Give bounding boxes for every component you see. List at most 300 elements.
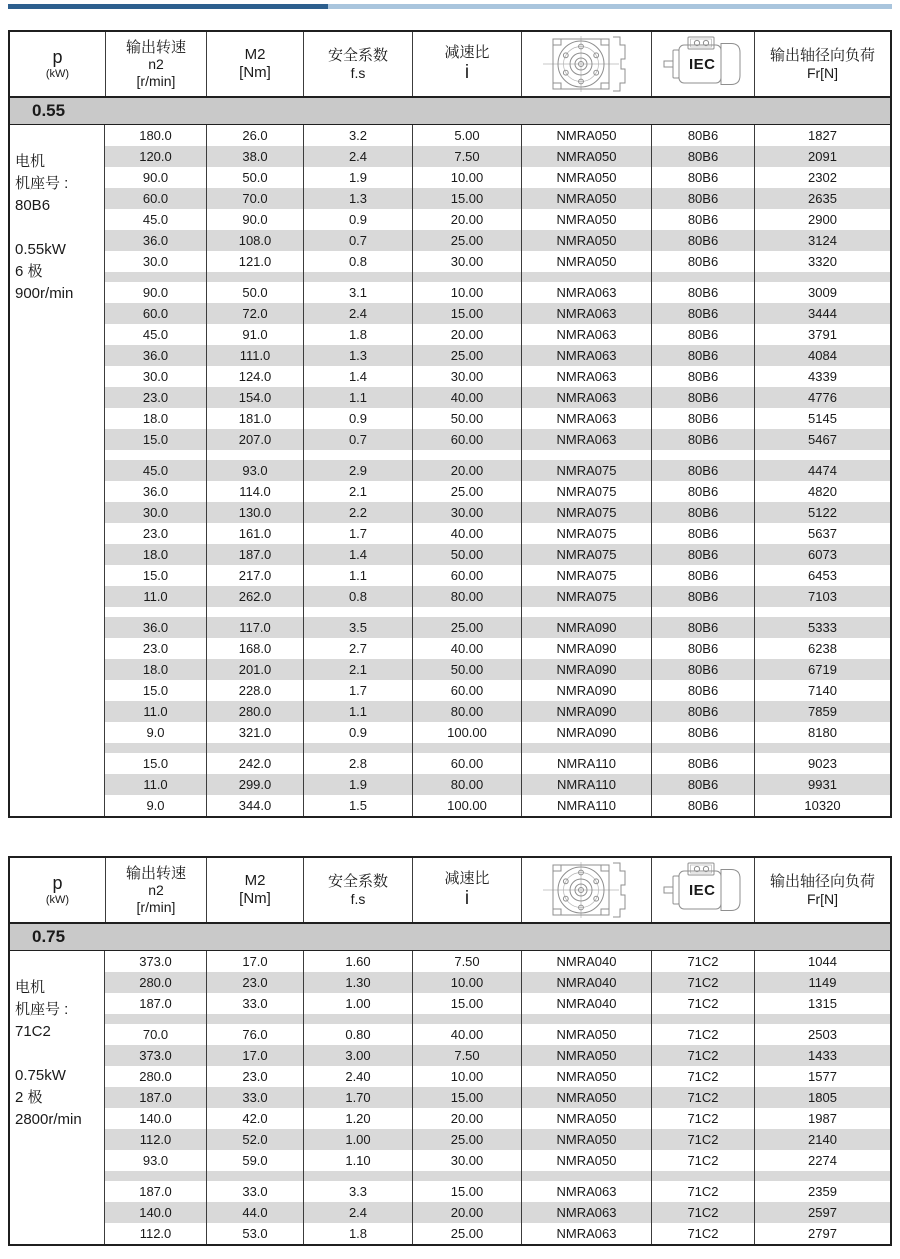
header-output-speed-symbol: n2 (148, 56, 164, 73)
cell-fs: 1.4 (303, 544, 412, 565)
cell-iec-frame: 80B6 (651, 460, 754, 481)
cell-i: 5.00 (412, 125, 521, 146)
cell-m2: 33.0 (206, 993, 303, 1014)
separator-cell (206, 1014, 303, 1024)
cell-i: 50.00 (412, 544, 521, 565)
cell-fr: 4339 (754, 366, 890, 387)
table-row (105, 523, 890, 544)
cell-fs: 1.9 (303, 167, 412, 188)
cell-m2: 154.0 (206, 387, 303, 408)
separator-cell (412, 272, 521, 282)
cell-i: 30.00 (412, 502, 521, 523)
cell-model: NMRA050 (521, 188, 651, 209)
cell-model: NMRA090 (521, 680, 651, 701)
cell-fr: 10320 (754, 795, 890, 816)
cell-fs: 3.5 (303, 617, 412, 638)
table-row (105, 345, 890, 366)
table-row (105, 1202, 890, 1223)
cell-n2: 112.0 (139, 1132, 172, 1147)
power-section-band (10, 98, 890, 125)
cell-fs: 2.4 (303, 1202, 412, 1223)
cell-fr: 5637 (754, 523, 890, 544)
header-gearbox-column (521, 32, 651, 96)
cell-fr: 3791 (754, 324, 890, 345)
cell-m2: 130.0 (206, 502, 303, 523)
cell-model: NMRA075 (521, 523, 651, 544)
spec-table-0.75 (8, 856, 892, 1246)
cell-fs: 1.1 (303, 565, 412, 586)
table-row (105, 617, 890, 638)
separator-cell (754, 450, 890, 460)
cell-model: NMRA110 (521, 795, 651, 816)
cell-model: NMRA110 (521, 774, 651, 795)
cell-i: 100.00 (412, 722, 521, 743)
cell-iec-frame: 80B6 (651, 659, 754, 680)
separator-cell (521, 607, 651, 617)
separator-cell (754, 607, 890, 617)
power-section-label: 0.55 (32, 101, 66, 120)
cell-iec-frame: 80B6 (651, 795, 754, 816)
cell-model: NMRA063 (521, 429, 651, 450)
motor-info-line (15, 217, 104, 239)
cell-n2: 15.0 (142, 683, 169, 698)
cell-model: NMRA050 (521, 230, 651, 251)
separator-cell (206, 743, 303, 753)
table-row (105, 774, 890, 795)
cell-iec-frame: 80B6 (651, 617, 754, 638)
motor-info-line: 6 极 (15, 263, 43, 280)
cell-iec-frame: 80B6 (651, 753, 754, 774)
group-separator (105, 1014, 890, 1024)
separator-cell (303, 607, 412, 617)
cell-fr: 2597 (754, 1202, 890, 1223)
cell-n2: 45.0 (142, 327, 169, 342)
cell-iec-frame: 80B6 (651, 366, 754, 387)
cell-n2: 45.0 (142, 463, 169, 478)
cell-n2: 280.0 (139, 1069, 172, 1084)
cell-fr: 7859 (754, 701, 890, 722)
cell-iec-frame: 80B6 (651, 251, 754, 272)
cell-fr: 8180 (754, 722, 890, 743)
cell-i: 20.00 (412, 324, 521, 345)
header-output-speed-zh: 输出转速 (125, 864, 186, 882)
cell-n2: 373.0 (139, 954, 172, 969)
header-safety-factor-symbol: f.s (350, 890, 366, 907)
header-radial-load-symbol: Fr[N] (806, 64, 839, 81)
cell-n2: 90.0 (142, 285, 169, 300)
motor-info-line: 80B6 (15, 197, 51, 214)
cell-fs: 3.3 (303, 1181, 412, 1202)
cell-fr: 2503 (754, 1024, 890, 1045)
cell-fr: 2359 (754, 1181, 890, 1202)
separator-cell (521, 1014, 651, 1024)
cell-fs: 1.70 (303, 1087, 412, 1108)
cell-fs: 1.20 (303, 1108, 412, 1129)
cell-fr: 3124 (754, 230, 890, 251)
motor-info-line: 2800r/min (15, 1111, 82, 1128)
cell-fr: 5333 (754, 617, 890, 638)
cell-m2: 168.0 (206, 638, 303, 659)
cell-fs: 1.7 (303, 680, 412, 701)
cell-m2: 280.0 (206, 701, 303, 722)
separator-cell (521, 743, 651, 753)
table-row (105, 408, 890, 429)
cell-i: 10.00 (412, 972, 521, 993)
motor-info-line: 0.55kW (15, 241, 66, 258)
cell-fs: 0.7 (303, 429, 412, 450)
motor-info-line: 0.75kW (15, 1067, 66, 1084)
cell-model: NMRA050 (521, 1024, 651, 1045)
accent-bar-light-segment (328, 4, 892, 9)
table-row (105, 366, 890, 387)
cell-m2: 93.0 (206, 460, 303, 481)
cell-n2: 112.0 (139, 1226, 172, 1241)
motor-info-line: 2 极 (15, 1089, 43, 1106)
separator-cell (412, 1014, 521, 1024)
cell-m2: 42.0 (206, 1108, 303, 1129)
separator-cell (521, 1171, 651, 1181)
header-output-speed (105, 32, 206, 96)
cell-fs: 1.8 (303, 324, 412, 345)
motor-info-cell (10, 125, 105, 816)
cell-iec-frame: 80B6 (651, 638, 754, 659)
cell-model: NMRA075 (521, 586, 651, 607)
cell-iec-frame: 71C2 (651, 1108, 754, 1129)
cell-fs: 2.8 (303, 753, 412, 774)
cell-i: 20.00 (412, 1108, 521, 1129)
cell-m2: 33.0 (206, 1181, 303, 1202)
cell-fr: 1315 (754, 993, 890, 1014)
cell-fs: 1.3 (303, 345, 412, 366)
table-row (105, 972, 890, 993)
cell-m2: 26.0 (206, 125, 303, 146)
cell-fr: 4776 (754, 387, 890, 408)
cell-fr: 3009 (754, 282, 890, 303)
cell-fs: 2.4 (303, 146, 412, 167)
separator-cell (412, 607, 521, 617)
cell-fs: 1.5 (303, 795, 412, 816)
table-body (10, 951, 890, 1244)
table-header-row (10, 858, 890, 924)
cell-i: 100.00 (412, 795, 521, 816)
table-row (105, 951, 890, 972)
cell-i: 25.00 (412, 1223, 521, 1244)
table-row (105, 680, 890, 701)
table-row (105, 1108, 890, 1129)
separator-cell (303, 1171, 412, 1181)
header-ratio-symbol: i (464, 887, 470, 909)
table-row (105, 1150, 890, 1171)
cell-n2: 187.0 (139, 1090, 172, 1105)
header-ratio (412, 32, 521, 96)
table-row (105, 460, 890, 481)
table-row (105, 565, 890, 586)
cell-m2: 33.0 (206, 1087, 303, 1108)
table-rows (105, 951, 890, 1244)
cell-iec-frame: 80B6 (651, 502, 754, 523)
cell-model: NMRA075 (521, 544, 651, 565)
header-iec-motor-column (651, 858, 754, 922)
cell-n2: 36.0 (142, 620, 169, 635)
header-torque-unit: [Nm] (239, 890, 271, 907)
separator-cell (412, 450, 521, 460)
cell-i: 40.00 (412, 523, 521, 544)
group-separator (105, 607, 890, 617)
cell-iec-frame: 80B6 (651, 125, 754, 146)
table-row (105, 1066, 890, 1087)
header-ratio-zh: 减速比 (444, 869, 490, 887)
separator-cell (754, 1171, 890, 1181)
table-row (105, 167, 890, 188)
header-torque (206, 858, 303, 922)
cell-fr: 2635 (754, 188, 890, 209)
table-row (105, 544, 890, 565)
header-output-speed-unit: [r/min] (136, 898, 176, 915)
cell-n2: 93.0 (142, 1153, 169, 1168)
cell-fs: 0.8 (303, 586, 412, 607)
cell-iec-frame: 71C2 (651, 1129, 754, 1150)
cell-model: NMRA075 (521, 481, 651, 502)
group-separator (105, 1171, 890, 1181)
iec-motor-label: IEC (689, 882, 716, 899)
cell-n2: 140.0 (139, 1111, 172, 1126)
cell-fr: 6719 (754, 659, 890, 680)
table-row (105, 638, 890, 659)
header-power-unit: (kW) (45, 68, 70, 81)
cell-fr: 3444 (754, 303, 890, 324)
cell-iec-frame: 71C2 (651, 993, 754, 1014)
cell-i: 80.00 (412, 586, 521, 607)
table-row (105, 481, 890, 502)
cell-i: 15.00 (412, 303, 521, 324)
cell-i: 60.00 (412, 429, 521, 450)
separator-cell (105, 1014, 206, 1024)
cell-model: NMRA063 (521, 345, 651, 366)
cell-fs: 2.1 (303, 659, 412, 680)
cell-n2: 36.0 (142, 484, 169, 499)
cell-fr: 4820 (754, 481, 890, 502)
cell-model: NMRA050 (521, 1045, 651, 1066)
header-output-speed (105, 858, 206, 922)
cell-fr: 1827 (754, 125, 890, 146)
cell-fr: 1149 (754, 972, 890, 993)
separator-cell (754, 743, 890, 753)
cell-model: NMRA050 (521, 1087, 651, 1108)
cell-iec-frame: 71C2 (651, 1150, 754, 1171)
cell-n2: 18.0 (142, 547, 169, 562)
cell-n2: 90.0 (142, 170, 169, 185)
group-separator (105, 743, 890, 753)
header-power (10, 32, 105, 96)
cell-fr: 7103 (754, 586, 890, 607)
iec-motor-label: IEC (689, 56, 716, 73)
cell-i: 30.00 (412, 251, 521, 272)
table-rows (105, 125, 890, 816)
separator-cell (105, 607, 206, 617)
cell-m2: 72.0 (206, 303, 303, 324)
cell-iec-frame: 71C2 (651, 972, 754, 993)
table-row (105, 251, 890, 272)
cell-n2: 30.0 (142, 369, 169, 384)
table-row (105, 993, 890, 1014)
table-row (105, 1087, 890, 1108)
cell-model: NMRA090 (521, 617, 651, 638)
cell-model: NMRA050 (521, 125, 651, 146)
cell-fr: 6073 (754, 544, 890, 565)
cell-fr: 5467 (754, 429, 890, 450)
cell-n2: 30.0 (142, 254, 169, 269)
cell-model: NMRA090 (521, 638, 651, 659)
separator-cell (651, 1014, 754, 1024)
table-row (105, 209, 890, 230)
header-torque-unit: [Nm] (239, 64, 271, 81)
spec-table-0.55 (8, 30, 892, 818)
cell-i: 30.00 (412, 366, 521, 387)
table-row (105, 753, 890, 774)
cell-m2: 111.0 (206, 345, 303, 366)
separator-cell (754, 272, 890, 282)
iec-motor-icon (662, 36, 744, 92)
cell-model: NMRA090 (521, 701, 651, 722)
cell-model: NMRA063 (521, 324, 651, 345)
cell-model: NMRA090 (521, 659, 651, 680)
cell-i: 7.50 (412, 951, 521, 972)
power-section-label: 0.75 (32, 927, 66, 946)
separator-cell (651, 272, 754, 282)
cell-fr: 1805 (754, 1087, 890, 1108)
cell-iec-frame: 71C2 (651, 951, 754, 972)
cell-m2: 187.0 (206, 544, 303, 565)
cell-i: 50.00 (412, 659, 521, 680)
cell-iec-frame: 80B6 (651, 701, 754, 722)
cell-m2: 59.0 (206, 1150, 303, 1171)
header-safety-factor-zh: 安全系数 (327, 872, 388, 890)
cell-fr: 2091 (754, 146, 890, 167)
cell-n2: 11.0 (143, 589, 168, 604)
cell-i: 10.00 (412, 1066, 521, 1087)
cell-m2: 90.0 (206, 209, 303, 230)
table-row (105, 795, 890, 816)
cell-iec-frame: 80B6 (651, 324, 754, 345)
header-radial-load-zh: 输出轴径向负荷 (769, 46, 875, 64)
cell-n2: 15.0 (142, 568, 169, 583)
cell-m2: 161.0 (206, 523, 303, 544)
cell-fr: 2140 (754, 1129, 890, 1150)
cell-m2: 17.0 (206, 1045, 303, 1066)
header-ratio-zh: 减速比 (444, 43, 490, 61)
cell-i: 20.00 (412, 209, 521, 230)
table-row (105, 1223, 890, 1244)
header-ratio (412, 858, 521, 922)
cell-m2: 121.0 (206, 251, 303, 272)
cell-fs: 2.2 (303, 502, 412, 523)
worm-gearbox-icon (533, 861, 641, 919)
motor-info-line: 900r/min (15, 285, 74, 302)
cell-fs: 2.4 (303, 303, 412, 324)
cell-n2: 18.0 (142, 662, 169, 677)
cell-i: 60.00 (412, 753, 521, 774)
cell-fr: 1044 (754, 951, 890, 972)
cell-i: 80.00 (412, 701, 521, 722)
cell-model: NMRA075 (521, 460, 651, 481)
header-safety-factor-zh: 安全系数 (327, 46, 388, 64)
cell-model: NMRA040 (521, 972, 651, 993)
cell-fr: 2900 (754, 209, 890, 230)
cell-fs: 1.4 (303, 366, 412, 387)
cell-fs: 3.00 (303, 1045, 412, 1066)
cell-fs: 2.40 (303, 1066, 412, 1087)
table-body (10, 125, 890, 816)
cell-i: 30.00 (412, 1150, 521, 1171)
cell-n2: 36.0 (142, 348, 169, 363)
table-row (105, 146, 890, 167)
table-row (105, 230, 890, 251)
cell-m2: 299.0 (206, 774, 303, 795)
motor-info-line: 电机 (15, 153, 46, 170)
cell-iec-frame: 71C2 (651, 1066, 754, 1087)
cell-m2: 76.0 (206, 1024, 303, 1045)
cell-fs: 2.7 (303, 638, 412, 659)
cell-iec-frame: 80B6 (651, 146, 754, 167)
header-output-speed-zh: 输出转速 (125, 38, 186, 56)
motor-info-line: 机座号 : (15, 175, 69, 192)
cell-i: 25.00 (412, 230, 521, 251)
cell-model: NMRA110 (521, 753, 651, 774)
cell-fr: 7140 (754, 680, 890, 701)
cell-n2: 9.0 (146, 798, 165, 813)
cell-model: NMRA063 (521, 366, 651, 387)
cell-iec-frame: 80B6 (651, 586, 754, 607)
cell-iec-frame: 80B6 (651, 565, 754, 586)
table-row (105, 429, 890, 450)
cell-model: NMRA063 (521, 1202, 651, 1223)
cell-m2: 228.0 (206, 680, 303, 701)
motor-info-line: 71C2 (15, 1023, 51, 1040)
cell-n2: 187.0 (139, 996, 172, 1011)
separator-cell (105, 450, 206, 460)
cell-n2: 180.0 (139, 128, 172, 143)
separator-cell (206, 1171, 303, 1181)
header-radial-load-symbol: Fr[N] (806, 890, 839, 907)
cell-fr: 1987 (754, 1108, 890, 1129)
cell-i: 7.50 (412, 1045, 521, 1066)
header-iec-motor-column (651, 32, 754, 96)
cell-iec-frame: 80B6 (651, 230, 754, 251)
cell-iec-frame: 80B6 (651, 387, 754, 408)
cell-model: NMRA050 (521, 1129, 651, 1150)
cell-i: 40.00 (412, 638, 521, 659)
cell-model: NMRA050 (521, 1150, 651, 1171)
group-separator (105, 272, 890, 282)
separator-cell (651, 607, 754, 617)
cell-iec-frame: 71C2 (651, 1087, 754, 1108)
cell-n2: 45.0 (142, 212, 169, 227)
cell-model: NMRA063 (521, 408, 651, 429)
cell-fs: 0.9 (303, 408, 412, 429)
cell-model: NMRA050 (521, 251, 651, 272)
iec-motor-icon (662, 862, 744, 918)
cell-i: 80.00 (412, 774, 521, 795)
cell-iec-frame: 80B6 (651, 209, 754, 230)
table-header-row (10, 32, 890, 98)
accent-bar-dark-segment (8, 4, 328, 9)
header-radial-load-zh: 输出轴径向负荷 (769, 872, 875, 890)
cell-n2: 9.0 (146, 725, 165, 740)
cell-fr: 1577 (754, 1066, 890, 1087)
cell-n2: 23.0 (142, 641, 169, 656)
cell-iec-frame: 80B6 (651, 774, 754, 795)
cell-n2: 120.0 (139, 149, 172, 164)
